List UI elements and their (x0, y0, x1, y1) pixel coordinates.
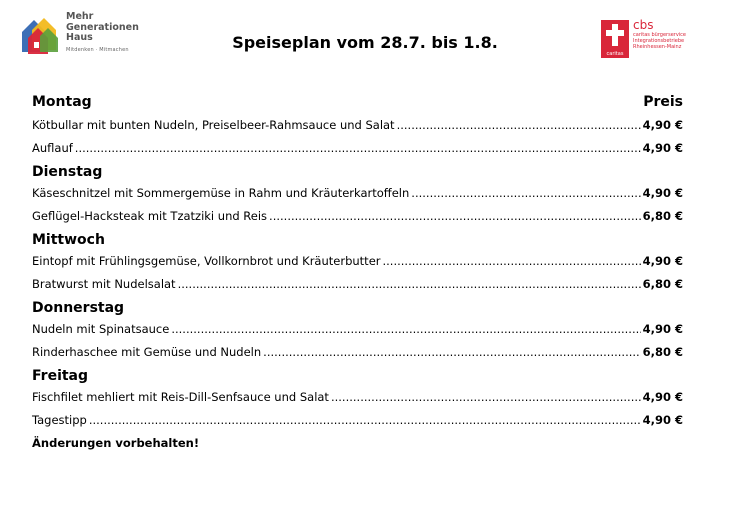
dish-price: 4,90 € (642, 118, 683, 132)
cbs-line-2: Integrationsbetriebe (633, 38, 685, 44)
dot-leader (89, 413, 641, 427)
dish-name: Eintopf mit Frühlingsgemüse, Vollkornbrot und Kräuterbutter (32, 254, 381, 268)
menu-item (32, 413, 683, 436)
changes-reserved-note: Änderungen vorbehalten! (32, 436, 200, 450)
dish-price: 4,90 € (642, 413, 683, 427)
menu-item (32, 209, 683, 232)
dish-name: Rinderhaschee mit Gemüse und Nudeln (32, 345, 262, 359)
menu-item (32, 390, 683, 413)
dot-leader (75, 141, 641, 155)
menu-item (32, 322, 683, 345)
dot-leader (171, 322, 640, 336)
price-column-heading: Preis (643, 94, 683, 110)
menu-item (32, 141, 683, 164)
dish-name: Kötbullar mit bunten Nudeln, Preiselbeer-Rahmsauce und Salat (32, 118, 395, 132)
cbs-line-3: Rheinhessen-Mainz (633, 44, 682, 50)
menu-item (32, 277, 683, 300)
dot-leader (411, 186, 640, 200)
menu-item (32, 254, 683, 277)
menu-item (32, 345, 683, 368)
dish-price: 4,90 € (642, 390, 683, 404)
menu-item (32, 118, 683, 141)
dish-price: 4,90 € (642, 141, 683, 155)
cbs-line-1: caritas bürgerservice (633, 32, 687, 38)
dot-leader (269, 209, 641, 223)
dot-leader (383, 254, 641, 268)
caritas-cbs-logo (601, 20, 711, 64)
dish-price: 4,90 € (642, 254, 683, 268)
logo-text-line-3: Haus (66, 32, 93, 43)
dish-name: Nudeln mit Spinatsauce (32, 322, 170, 336)
dish-name: Bratwurst mit Nudelsalat (32, 277, 176, 291)
dish-price: 4,90 € (642, 322, 683, 336)
dish-price: 6,80 € (642, 277, 683, 291)
day-heading-donnerstag: Donnerstag (32, 300, 125, 316)
day-heading-mittwoch: Mittwoch (32, 232, 105, 248)
dish-name: Fischfilet mehliert mit Reis-Dill-Senfsauce und Salat (32, 390, 329, 404)
dish-price: 6,80 € (642, 345, 683, 359)
dish-price: 6,80 € (642, 209, 683, 223)
dish-name: Tagestipp (32, 413, 87, 427)
logo-text-line-2: Generationen (66, 21, 139, 33)
day-heading-montag: Montag (32, 94, 92, 110)
page-title: Speiseplan vom 28.7. bis 1.8. (232, 33, 498, 52)
dish-name: Käseschnitzel mit Sommergemüse in Rahm und Kräuterkartoffeln (32, 186, 410, 200)
dot-leader (331, 390, 641, 404)
cbs-brand-text: cbs (633, 18, 654, 32)
day-heading-freitag: Freitag (32, 368, 89, 384)
day-heading-dienstag: Dienstag (32, 164, 103, 180)
logo-subtitle: Mitdenken · Mitmachen (66, 46, 129, 53)
menu-list (32, 94, 683, 456)
logo-text-line-1: Mehr (66, 11, 94, 22)
dish-name: Geflügel-Hacksteak mit Tzatziki und Reis (32, 209, 268, 223)
menu-header-row (32, 94, 683, 116)
dot-leader (178, 277, 641, 291)
caritas-cross-icon (601, 20, 629, 58)
dish-name: Auflauf (32, 141, 73, 155)
dot-leader (263, 345, 640, 359)
menu-item (32, 186, 683, 209)
dot-leader (397, 118, 641, 132)
dish-price: 4,90 € (642, 186, 683, 200)
cross-label: caritas (606, 51, 624, 57)
